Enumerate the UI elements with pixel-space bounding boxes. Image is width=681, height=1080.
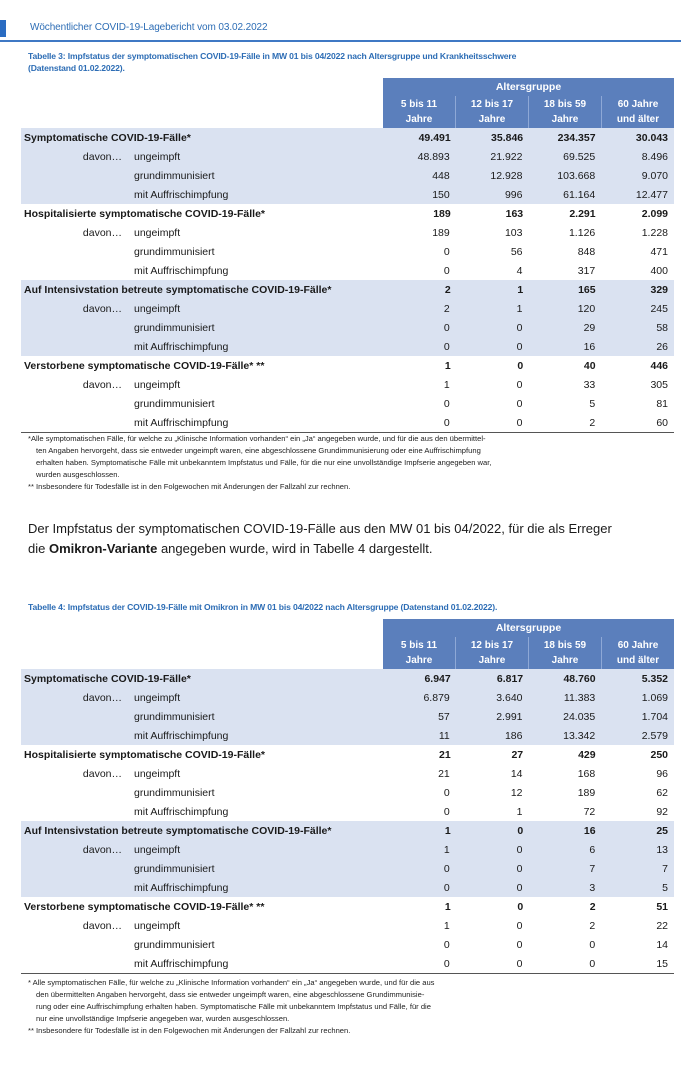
cell-value: 0 — [516, 957, 523, 970]
cell-value: 0 — [589, 938, 596, 951]
cell-value: 103.668 — [557, 169, 596, 182]
table-row — [21, 413, 674, 432]
total-value: 16 — [583, 824, 596, 837]
cell-value: 0 — [516, 416, 523, 429]
cell-value: 0 — [443, 397, 450, 410]
cell-value: 5 — [589, 397, 596, 410]
cell-value: 3.640 — [496, 691, 523, 704]
cell-value: 6.879 — [423, 691, 450, 704]
omikron-variant-emphasis: Omikron-Variante — [48, 541, 158, 556]
cell-value: 4 — [516, 264, 523, 277]
row-label — [21, 958, 383, 970]
column-header — [528, 637, 601, 669]
row-label — [21, 692, 383, 704]
vaccination-status: ungeimpft — [134, 691, 181, 704]
cell-value: 14 — [656, 938, 668, 951]
column-header-line1: 18 bis 59 — [543, 640, 587, 651]
total-value: 51 — [656, 900, 669, 913]
cell-value: 5 — [662, 881, 668, 894]
header-divider — [0, 40, 681, 42]
column-header-line2: Jahre — [478, 655, 506, 666]
vaccination-status: mit Auffrischimpfung — [134, 340, 229, 353]
cell-value: 400 — [650, 264, 668, 277]
cell-value: 16 — [583, 340, 596, 353]
section-title: Verstorbene symptomatische COVID-19-Fälle* ** — [24, 359, 265, 372]
table-row — [21, 318, 674, 337]
row-label — [21, 882, 383, 894]
cell-value: 448 — [432, 169, 450, 182]
cell-value: 1 — [516, 302, 523, 315]
total-value: 1 — [444, 824, 451, 837]
vaccination-status: ungeimpft — [134, 150, 181, 163]
total-value: 163 — [505, 207, 524, 220]
column-header — [383, 96, 455, 128]
row-label — [21, 265, 383, 277]
table3-caption-line1: Tabelle 3: Impfstatus der symptomatischen COVID-19-Fälle in MW 01 bis 04/2022 nach Altersgruppe und Krankheitsschwere — [28, 51, 517, 61]
total-value: 234.357 — [557, 131, 596, 144]
section-total-row — [21, 745, 674, 764]
header-accent-bar — [0, 20, 6, 37]
cell-value: 0 — [516, 340, 523, 353]
cell-value: 29 — [583, 321, 596, 334]
vaccination-status: mit Auffrischimpfung — [134, 188, 229, 201]
column-header-line1: 5 bis 11 — [400, 640, 438, 651]
cell-value: 0 — [516, 919, 523, 932]
total-value: 49.491 — [418, 131, 451, 144]
cell-value: 13.342 — [563, 729, 596, 742]
age-group-header: Altersgruppe — [383, 619, 674, 637]
section-total-row — [21, 128, 674, 147]
footnote-line: * Alle symptomatischen Fälle, für welche zu „Klinische Information vorhanden“ ein „Ja“ angegeben wurde, und für die aus — [28, 978, 435, 987]
cell-value: 26 — [656, 340, 668, 353]
row-label — [21, 398, 383, 410]
row-label — [21, 806, 383, 818]
table-row — [21, 223, 674, 242]
cell-value: 69.525 — [563, 150, 596, 163]
section-title: Auf Intensivstation betreute symptomatische COVID-19-Fälle* — [24, 824, 332, 837]
table-row — [21, 878, 674, 897]
cell-value: 7 — [662, 862, 668, 875]
cell-value: 11.383 — [563, 691, 596, 704]
column-header-line2: und älter — [616, 114, 660, 125]
cell-value: 1 — [443, 378, 450, 391]
davon-label: davon… — [82, 843, 122, 856]
column-header-line2: Jahre — [478, 114, 506, 125]
footnote-line: wurden ausgeschlossen. — [36, 470, 120, 479]
table-row — [21, 185, 674, 204]
row-label — [21, 787, 383, 799]
total-value: 0 — [517, 359, 524, 372]
total-value: 0 — [517, 900, 524, 913]
vaccination-status: mit Auffrischimpfung — [134, 416, 229, 429]
column-header-line1: 60 Jahre — [617, 640, 659, 651]
cell-value: 62 — [656, 786, 668, 799]
footnote-line: erhalten haben. Symptomatische Fälle mit unbekanntem Impfstatus und Fälle, für die nur eine unvollständige Impfserie angegeben war, — [36, 458, 492, 467]
davon-label: davon… — [82, 919, 122, 932]
davon-label: davon… — [82, 226, 122, 239]
table-bottom-rule — [21, 973, 674, 974]
report-header-title: Wöchentlicher COVID-19-Lagebericht vom 03.02.2022 — [30, 22, 268, 33]
paragraph-line2 — [28, 539, 668, 559]
vaccination-status: ungeimpft — [134, 226, 181, 239]
vaccination-status: ungeimpft — [134, 767, 181, 780]
total-value: 30.043 — [635, 131, 669, 144]
age-column-headers — [383, 96, 674, 128]
cell-value: 0 — [516, 843, 523, 856]
cell-value: 61.164 — [563, 188, 596, 201]
cell-value: 60 — [656, 416, 668, 429]
cell-value: 1 — [516, 805, 523, 818]
row-label — [21, 730, 383, 742]
cell-value: 12 — [510, 786, 523, 799]
row-label — [21, 379, 383, 391]
cell-value: 103 — [504, 226, 523, 239]
cell-value: 1 — [443, 843, 450, 856]
cell-value: 189 — [577, 786, 596, 799]
cell-value: 1 — [443, 919, 450, 932]
cell-value: 7 — [589, 862, 596, 875]
row-label — [21, 863, 383, 875]
cell-value: 56 — [510, 245, 523, 258]
row-label — [21, 322, 383, 334]
cell-value: 12.928 — [490, 169, 523, 182]
footnote-line: ten Angaben hervorgeht, dass sie entweder ungeimpft waren, eine abgeschlossene Grundimmunisierung oder eine Auffrischimpfung — [36, 446, 481, 455]
cell-value: 0 — [589, 957, 596, 970]
column-header-line1: 5 bis 11 — [400, 99, 438, 110]
cell-value: 0 — [443, 264, 450, 277]
cell-value: 2.579 — [641, 729, 668, 742]
cell-value: 33 — [583, 378, 596, 391]
total-value: 1 — [444, 359, 451, 372]
total-value: 189 — [433, 207, 451, 220]
table3-footnotes — [28, 433, 658, 493]
cell-value: 0 — [443, 321, 450, 334]
total-value: 329 — [650, 283, 669, 296]
total-value: 1 — [517, 283, 524, 296]
table-row — [21, 394, 674, 413]
table-row — [21, 783, 674, 802]
section-total-row — [21, 204, 674, 223]
section-total-row — [21, 356, 674, 375]
footnote-line: nur eine unvollständige Impfserie angegeben war, wurden ausgeschlossen. — [36, 1014, 290, 1023]
column-header — [601, 637, 674, 669]
footnote-line: den übermittelten Angaben hervorgeht, dass sie entweder ungeimpft waren, eine abgeschlossene Grundimmunisie- — [36, 990, 425, 999]
table4-caption-line1: Tabelle 4: Impfstatus der COVID-19-Fälle mit Omikron in MW 01 bis 04/2022 nach Altersgruppe (Datenstand 01.02.2022). — [28, 602, 498, 612]
vaccination-status: ungeimpft — [134, 302, 181, 315]
section-title: Hospitalisierte symptomatische COVID-19-Fälle* — [24, 748, 265, 761]
table-row — [21, 166, 674, 185]
total-value: 250 — [650, 748, 669, 761]
total-value: 429 — [578, 748, 596, 761]
row-label — [21, 246, 383, 258]
total-value: 35.846 — [491, 131, 524, 144]
cell-value: 0 — [443, 957, 450, 970]
column-header-line2: und älter — [616, 655, 660, 666]
cell-value: 3 — [589, 881, 596, 894]
total-value: 48.760 — [563, 672, 596, 685]
cell-value: 96 — [656, 767, 668, 780]
paragraph-text: angegeben wurde, wird in Tabelle 4 dargestellt. — [157, 541, 433, 556]
cell-value: 2 — [443, 302, 450, 315]
vaccination-status: grundimmunisiert — [134, 245, 215, 258]
cell-value: 58 — [656, 321, 668, 334]
cell-value: 15 — [656, 957, 668, 970]
vaccination-status: mit Auffrischimpfung — [134, 957, 229, 970]
table4-footnotes — [28, 977, 658, 1037]
total-value: 27 — [511, 748, 524, 761]
footnote-deaths: ** Insbesondere für Todesfälle ist in den Folgewochen mit Änderungen der Fallzahl zur rechnen. — [28, 482, 351, 491]
table-row — [21, 726, 674, 745]
cell-value: 81 — [656, 397, 668, 410]
vaccination-status: grundimmunisiert — [134, 397, 215, 410]
davon-label: davon… — [82, 302, 122, 315]
cell-value: 0 — [443, 805, 450, 818]
section-title: Hospitalisierte symptomatische COVID-19-Fälle* — [24, 207, 265, 220]
table-row — [21, 337, 674, 356]
column-header-line1: 12 bis 17 — [470, 99, 514, 110]
table-row — [21, 261, 674, 280]
cell-value: 0 — [443, 938, 450, 951]
section-total-row — [21, 280, 674, 299]
total-value: 165 — [578, 283, 596, 296]
table-header — [21, 619, 674, 669]
table-header — [21, 78, 674, 128]
table-row — [21, 840, 674, 859]
table-row — [21, 764, 674, 783]
age-group-header: Altersgruppe — [383, 78, 674, 96]
total-value: 446 — [650, 359, 669, 372]
cell-value: 22 — [656, 919, 668, 932]
cell-value: 245 — [650, 302, 668, 315]
table-row — [21, 916, 674, 935]
column-header-line2: Jahre — [551, 655, 579, 666]
row-label — [21, 303, 383, 315]
vaccination-status: grundimmunisiert — [134, 321, 215, 334]
vaccination-status: mit Auffrischimpfung — [134, 264, 229, 277]
table-row — [21, 242, 674, 261]
cell-value: 0 — [443, 416, 450, 429]
cell-value: 0 — [516, 881, 523, 894]
total-value: 40 — [583, 359, 596, 372]
section-title: Symptomatische COVID-19-Fälle* — [24, 131, 191, 144]
section-title: Verstorbene symptomatische COVID-19-Fälle* ** — [24, 900, 265, 913]
cell-value: 996 — [504, 188, 523, 201]
cell-value: 0 — [516, 938, 523, 951]
vaccination-status: grundimmunisiert — [134, 938, 215, 951]
total-value: 25 — [656, 824, 669, 837]
vaccination-status: grundimmunisiert — [134, 862, 215, 875]
cell-value: 57 — [438, 710, 450, 723]
table-row — [21, 859, 674, 878]
section-total-row — [21, 897, 674, 916]
section-title: Symptomatische COVID-19-Fälle* — [24, 672, 191, 685]
row-label — [21, 151, 383, 163]
cell-value: 8.496 — [641, 150, 668, 163]
row-label — [21, 170, 383, 182]
cell-value: 848 — [577, 245, 596, 258]
cell-value: 0 — [443, 881, 450, 894]
cell-value: 2 — [589, 919, 596, 932]
row-label — [21, 227, 383, 239]
table3-caption-line2: (Datenstand 01.02.2022). — [28, 63, 125, 73]
section-total-row — [21, 821, 674, 840]
total-value: 6.817 — [496, 672, 524, 685]
cell-value: 1.704 — [641, 710, 668, 723]
vaccination-status: grundimmunisiert — [134, 710, 215, 723]
total-value: 21 — [439, 748, 451, 761]
table-row — [21, 688, 674, 707]
vaccination-status: grundimmunisiert — [134, 786, 215, 799]
table-row — [21, 935, 674, 954]
cell-value: 0 — [516, 397, 523, 410]
row-label — [21, 844, 383, 856]
cell-value: 471 — [650, 245, 668, 258]
cell-value: 72 — [583, 805, 596, 818]
vaccination-status: mit Auffrischimpfung — [134, 805, 229, 818]
cell-value: 0 — [516, 321, 523, 334]
total-value: 2 — [444, 283, 451, 296]
cell-value: 0 — [443, 340, 450, 353]
cell-value: 186 — [504, 729, 523, 742]
column-header-line1: 12 bis 17 — [470, 640, 514, 651]
cell-value: 189 — [432, 226, 450, 239]
column-header-line1: 60 Jahre — [617, 99, 659, 110]
column-header — [383, 637, 455, 669]
davon-label: davon… — [82, 378, 122, 391]
column-header — [455, 96, 528, 128]
table4-caption — [28, 601, 497, 613]
cell-value: 0 — [516, 378, 523, 391]
cell-value: 1.069 — [641, 691, 668, 704]
cell-value: 21 — [438, 767, 450, 780]
column-header — [528, 96, 601, 128]
cell-value: 9.070 — [641, 169, 668, 182]
row-label — [21, 939, 383, 951]
cell-value: 12.477 — [635, 188, 668, 201]
table4 — [21, 619, 674, 974]
row-label — [21, 920, 383, 932]
footnote-line: rung oder eine Auffrischimpfung erhalten haben. Symptomatische Fälle mit unbekanntem Impfstatus und Fälle, für die — [36, 1002, 431, 1011]
table-row — [21, 299, 674, 318]
column-header-line2: Jahre — [405, 114, 433, 125]
total-value: 2.291 — [569, 207, 596, 220]
column-header-line2: Jahre — [405, 655, 433, 666]
davon-label: davon… — [82, 691, 122, 704]
vaccination-status: mit Auffrischimpfung — [134, 881, 229, 894]
cell-value: 14 — [510, 767, 523, 780]
footnote-line: *Alle symptomatischen Fälle, für welche zu „Klinische Information vorhanden“ ein „Ja“ angegeben wurde, und für die aus den übermittel- — [28, 434, 486, 443]
table3 — [21, 78, 674, 433]
total-value: 0 — [517, 824, 524, 837]
column-header-line2: Jahre — [551, 114, 579, 125]
vaccination-status: ungeimpft — [134, 843, 181, 856]
cell-value: 1.126 — [568, 226, 596, 239]
row-label — [21, 341, 383, 353]
cell-value: 13 — [656, 843, 668, 856]
table-row — [21, 707, 674, 726]
cell-value: 24.035 — [563, 710, 596, 723]
paragraph-text: die — [28, 541, 49, 556]
cell-value: 48.893 — [417, 150, 450, 163]
total-value: 2 — [589, 900, 596, 913]
cell-value: 168 — [577, 767, 596, 780]
table-row — [21, 147, 674, 166]
davon-label: davon… — [82, 150, 122, 163]
cell-value: 150 — [432, 188, 450, 201]
cell-value: 317 — [577, 264, 596, 277]
section-title: Auf Intensivstation betreute symptomatische COVID-19-Fälle* — [24, 283, 332, 296]
davon-label: davon… — [82, 767, 122, 780]
column-header — [455, 637, 528, 669]
row-label — [21, 417, 383, 429]
column-header — [601, 96, 674, 128]
cell-value: 120 — [577, 302, 596, 315]
cell-value: 0 — [443, 862, 450, 875]
vaccination-status: ungeimpft — [134, 919, 181, 932]
cell-value: 0 — [443, 245, 450, 258]
total-value: 2.099 — [641, 207, 669, 220]
footnote-deaths: ** Insbesondere für Todesfälle ist in den Folgewochen mit Änderungen der Fallzahl zur rechnen. — [28, 1026, 351, 1035]
cell-value: 0 — [516, 862, 523, 875]
cell-value: 305 — [650, 378, 668, 391]
body-paragraph — [28, 519, 668, 559]
table-row — [21, 802, 674, 821]
total-value: 1 — [444, 900, 451, 913]
table-row — [21, 375, 674, 394]
total-value: 6.947 — [424, 672, 451, 685]
row-label — [21, 711, 383, 723]
cell-value: 1.228 — [641, 226, 668, 239]
total-value: 5.352 — [641, 672, 669, 685]
column-header-line1: 18 bis 59 — [543, 99, 587, 110]
cell-value: 2.991 — [496, 710, 523, 723]
row-label — [21, 768, 383, 780]
vaccination-status: mit Auffrischimpfung — [134, 729, 229, 742]
paragraph-line1: Der Impfstatus der symptomatischen COVID-19-Fälle aus den MW 01 bis 04/2022, für die als Erreger — [28, 521, 612, 536]
table3-caption — [28, 50, 516, 74]
cell-value: 11 — [438, 729, 450, 742]
vaccination-status: grundimmunisiert — [134, 169, 215, 182]
cell-value: 2 — [589, 416, 596, 429]
age-column-headers — [383, 637, 674, 669]
section-total-row — [21, 669, 674, 688]
cell-value: 0 — [443, 786, 450, 799]
vaccination-status: ungeimpft — [134, 378, 181, 391]
row-label — [21, 189, 383, 201]
cell-value: 6 — [589, 843, 596, 856]
cell-value: 92 — [656, 805, 668, 818]
cell-value: 21.922 — [490, 150, 523, 163]
table-row — [21, 954, 674, 973]
